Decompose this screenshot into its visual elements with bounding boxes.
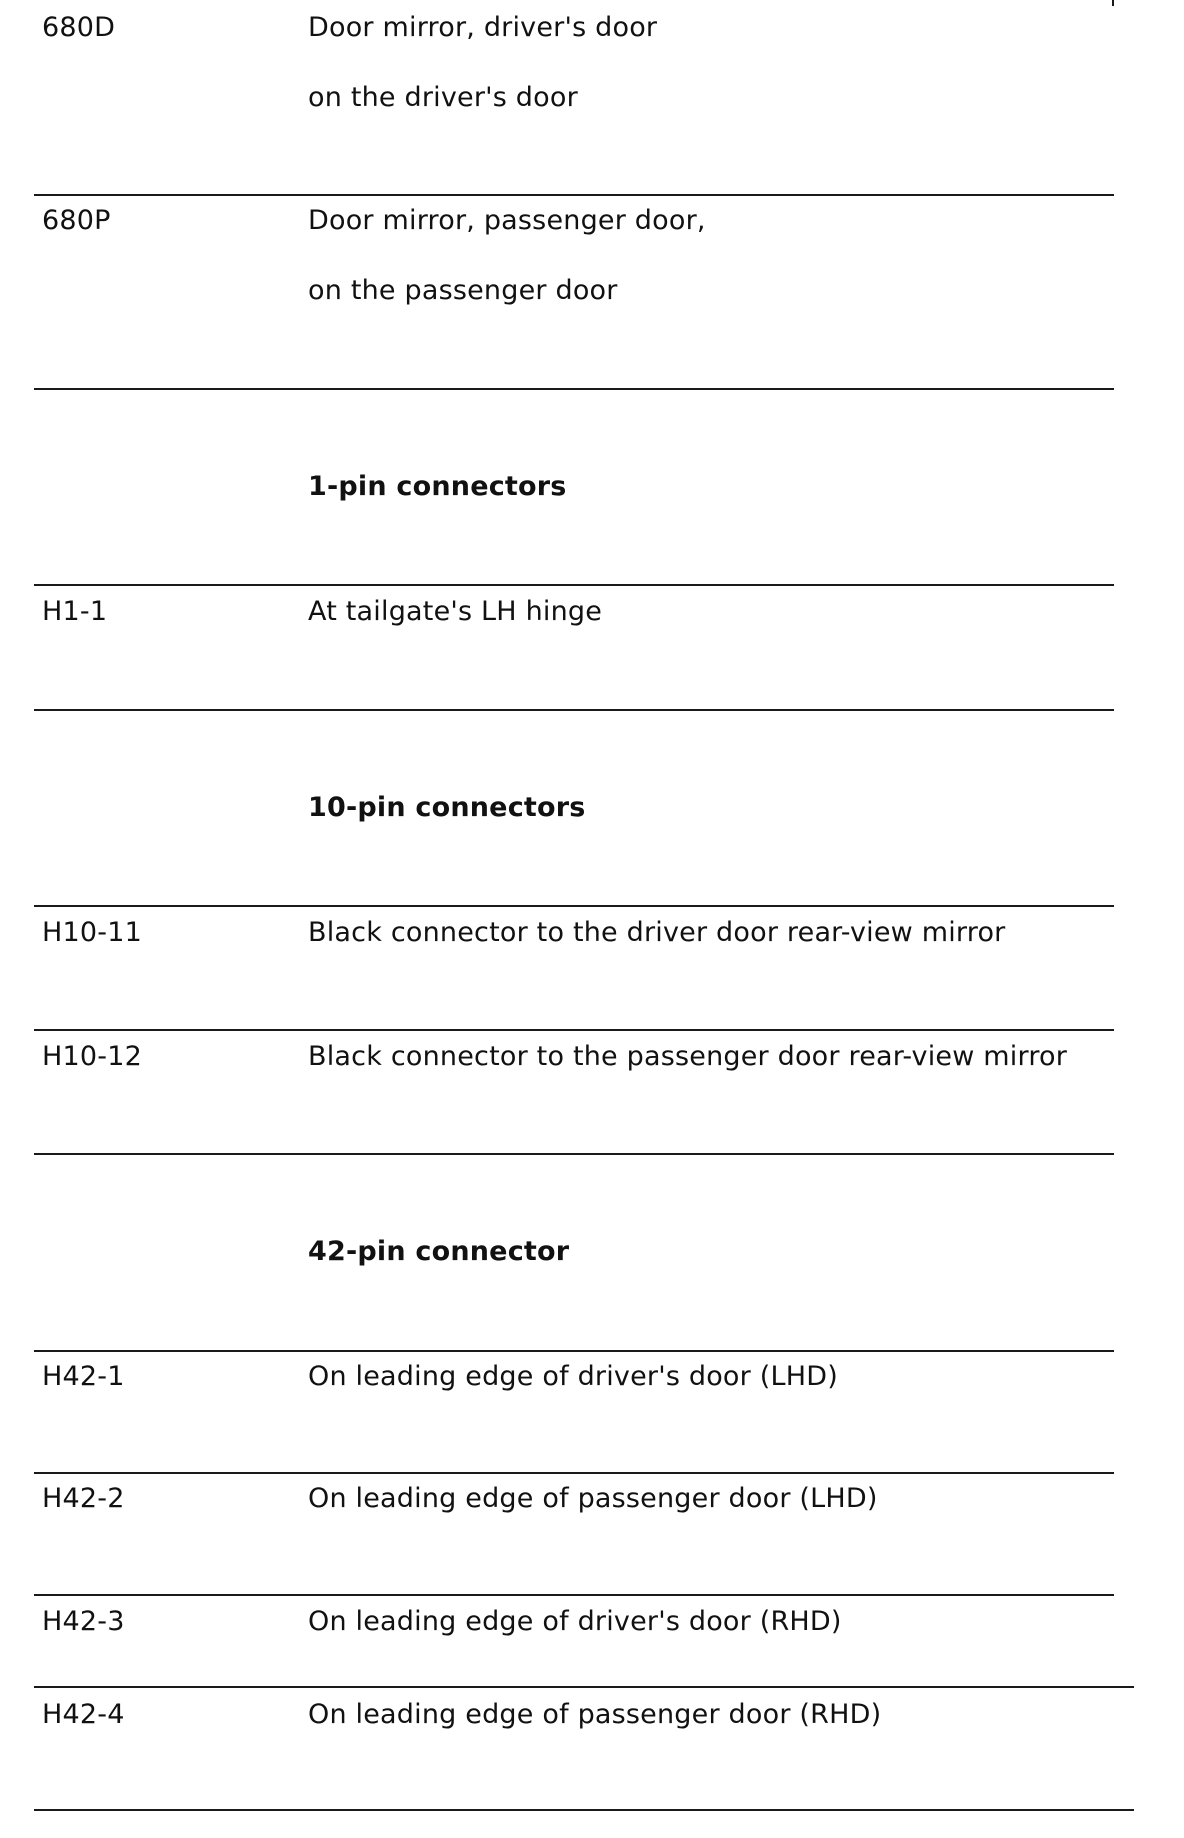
row-divider [34,388,1114,390]
section-heading: 42-pin connector [308,1236,570,1267]
row-code: H42-1 [42,1361,125,1392]
row-description-line2: on the driver's door [308,82,578,113]
row-divider [34,1029,1114,1031]
row-divider [34,1350,1114,1352]
row-divider [34,1594,1114,1596]
row-description: At tailgate's LH hinge [308,596,603,627]
row-description: On leading edge of passenger door (RHD) [308,1699,882,1730]
row-divider [34,194,1114,196]
row-code: 680P [42,205,111,236]
row-divider [34,1153,1114,1155]
row-divider [34,709,1114,711]
corner-mark [1112,0,1114,6]
row-description: On leading edge of driver's door (RHD) [308,1606,842,1637]
row-description: On leading edge of passenger door (LHD) [308,1483,878,1514]
section-heading: 1-pin connectors [308,471,567,502]
row-code: 680D [42,12,116,43]
row-description: Black connector to the driver door rear-view mirror [308,917,1006,948]
row-description: Door mirror, passenger door, [308,205,706,236]
row-description: Black connector to the passenger door rear-view mirror [308,1041,1068,1072]
row-code: H42-4 [42,1699,125,1730]
row-description-line2: on the passenger door [308,275,618,306]
row-code: H42-2 [42,1483,125,1514]
row-code: H10-12 [42,1041,142,1072]
row-divider [34,1472,1114,1474]
row-divider [34,905,1114,907]
row-divider [34,1809,1134,1811]
row-divider [34,1686,1134,1688]
row-description: On leading edge of driver's door (LHD) [308,1361,838,1392]
row-code: H1-1 [42,596,108,627]
row-description: Door mirror, driver's door [308,12,658,43]
row-code: H42-3 [42,1606,125,1637]
row-divider [34,584,1114,586]
row-code: H10-11 [42,917,142,948]
section-heading: 10-pin connectors [308,792,586,823]
